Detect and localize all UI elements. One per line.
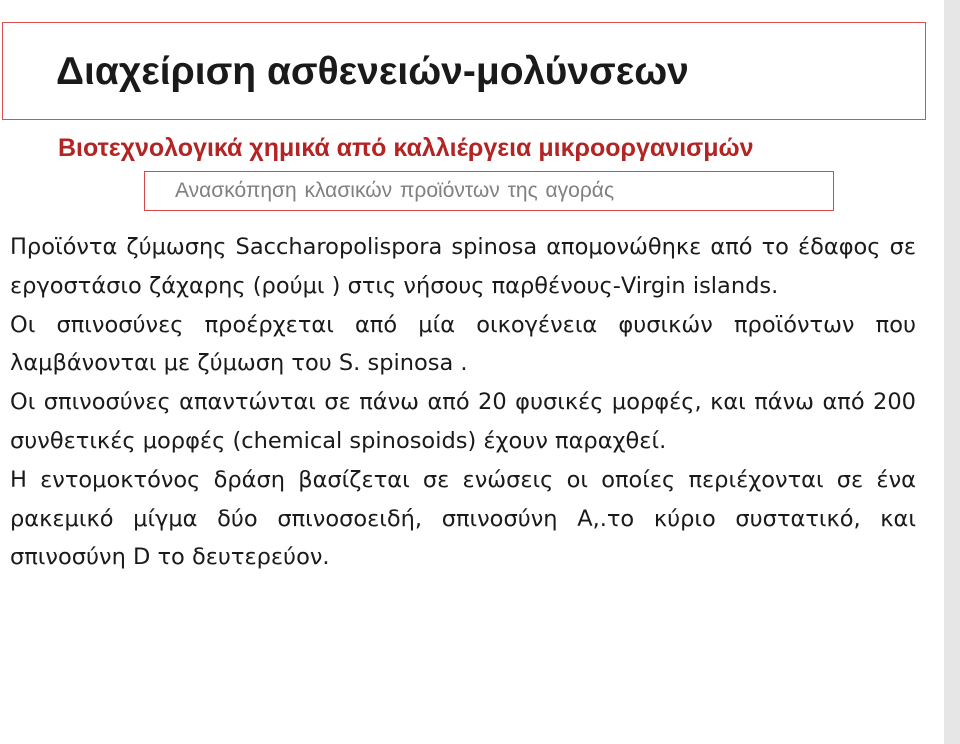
right-edge-bar (944, 0, 960, 744)
paragraph-3: Οι σπινοσύνες απαντώνται σε πάνω από 20 φυσικές μορφές, και πάνω από 200 συνθετικές μορφές (chemical spinosoids) έχουν παραχθεί. (10, 389, 916, 454)
overview-label: Ανασκόπηση κλασικών προϊόντων της αγοράς (175, 179, 615, 202)
paragraph-2: Οι σπινοσύνες προέρχεται από μία οικογένεια φυσικών προϊόντων που λαμβάνονται με ζύμωση του S. spinosa . (10, 311, 916, 377)
paragraph-4: Η εντομοκτόνος δράση βασίζεται σε ενώσεις οι οποίες περιέχονται σε ένα ρακεμικό μίγμα δύο σπινοσοειδή, σπινοσύνη Α,.το κύριο συστατικό, και σπινοσύνη D το δευτερεύον. (10, 466, 916, 571)
slide-subtitle: Βιοτεχνολογικά χημικά από καλλιέργεια μικροοργανισμών (58, 134, 754, 162)
body-text (10, 228, 916, 577)
paragraph-1: Προϊόντα ζύμωσης Saccharopolispora spinosa απομονώθηκε από το έδαφος σε εργοστάσιο ζάχαρης (ρούμι ) στις νήσους παρθένους-Virgin islands. (10, 234, 916, 299)
slide-title: Διαχείριση ασθενειών-μολύνσεων (56, 50, 689, 93)
